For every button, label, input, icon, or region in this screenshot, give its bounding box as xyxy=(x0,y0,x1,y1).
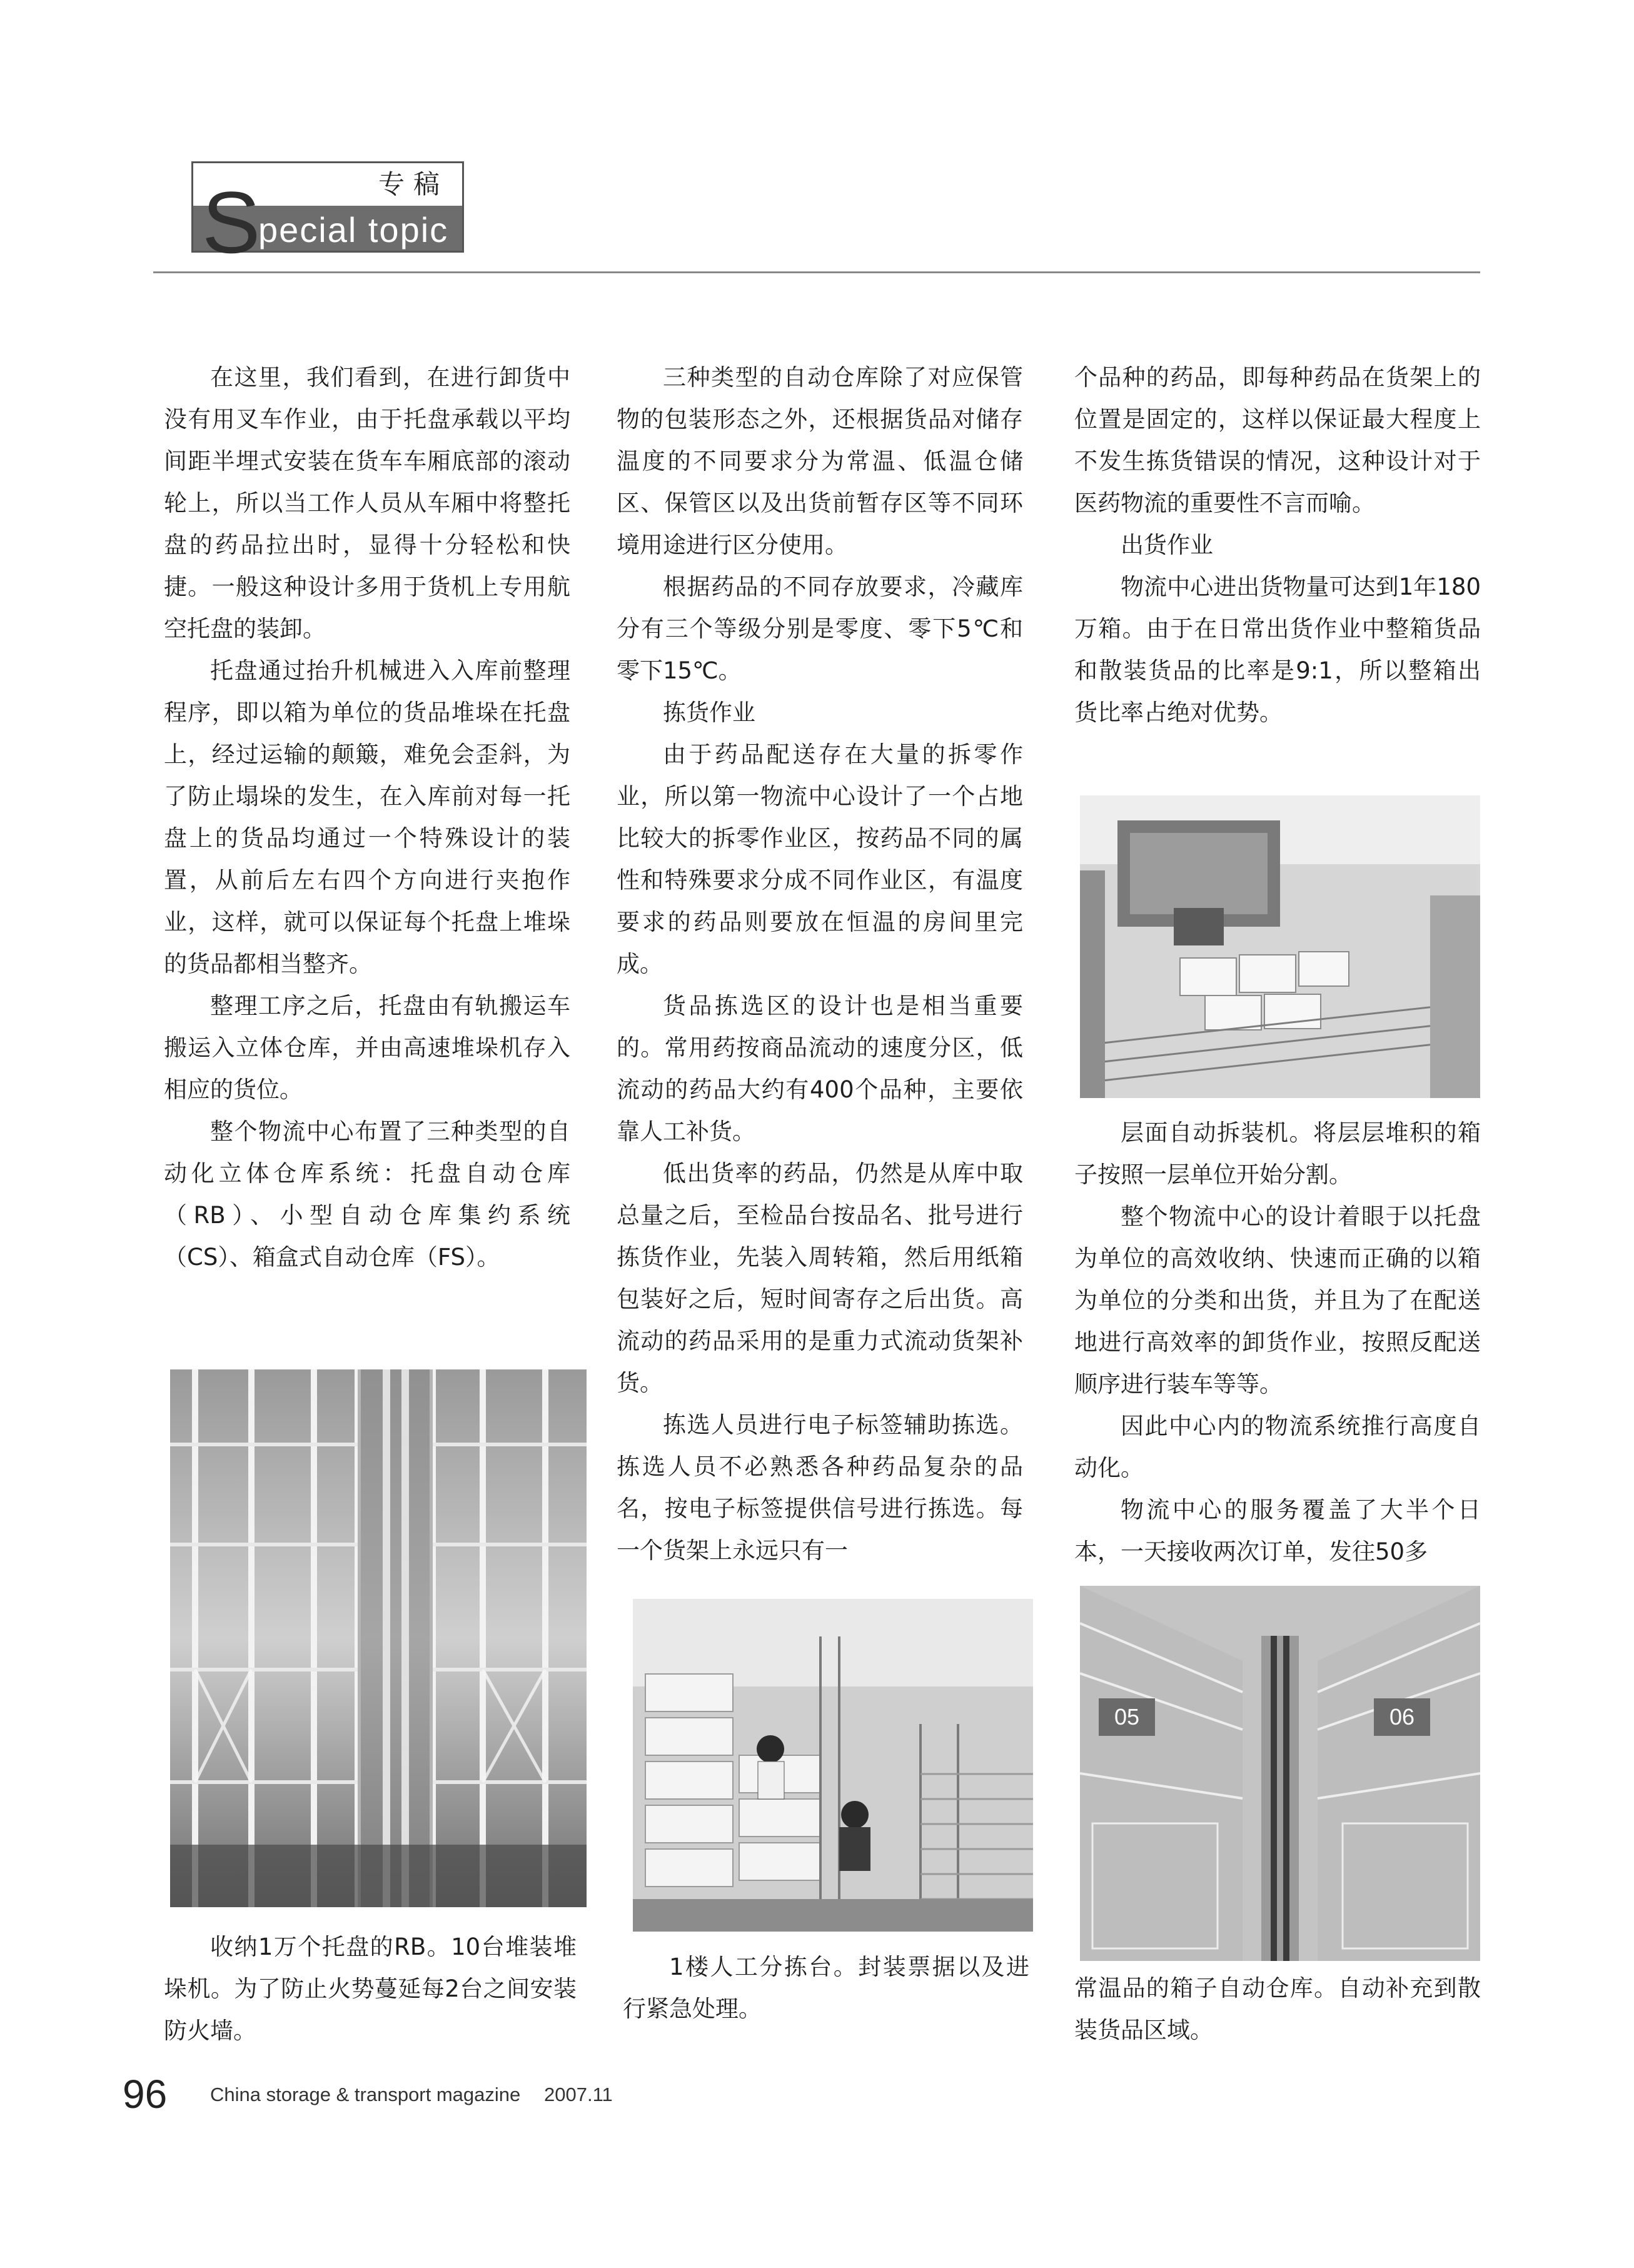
depalletizer-illustration xyxy=(1080,795,1480,1098)
photo-depalletizer xyxy=(1080,795,1480,1098)
photo-case-warehouse xyxy=(1080,1586,1480,1961)
paragraph: 因此中心内的物流系统推行高度自动化。 xyxy=(1074,1413,1481,1481)
caption-photo-4: 常温品的箱子自动仓库。自动补充到散装货品区域。 xyxy=(1074,1975,1481,2044)
text-column-3 xyxy=(1074,356,1481,733)
case-warehouse-illustration xyxy=(1080,1586,1480,1961)
paragraph: 物流中心进出货物量可达到1年180万箱。由于在日常出货作业中整箱货品和散装货品的比率是9:1，所以整箱出货比率占绝对优势。 xyxy=(1074,573,1481,726)
paragraph: 货品拣选区的设计也是相当重要的。常用药按商品流动的速度分区，低流动的药品大约有400个品种，主要依靠人工补货。 xyxy=(617,992,1023,1145)
caption-photo-1: 收纳1万个托盘的RB。10台堆装堆垛机。为了防止火势蔓延每2台之间安装防火墙。 xyxy=(164,1933,577,2044)
paragraph: 物流中心的服务覆盖了大半个日本，一天接收两次订单，发往50多 xyxy=(1074,1496,1481,1565)
subheading: 出货作业 xyxy=(1121,532,1213,558)
bay-label-right: 06 xyxy=(1389,1704,1415,1730)
paragraph: 三种类型的自动仓库除了对应保管物的包装形态之外，还根据货品对储存温度的不同要求分为常温、低温仓储区、保管区以及出货前暂存区等不同环境用途进行区分使用。 xyxy=(617,364,1023,558)
caption-photo-3: 层面自动拆装机。将层层堆积的箱子按照一层单位开始分割。 xyxy=(1074,1119,1481,1188)
paragraph: 个品种的药品，即每种药品在货架上的位置是固定的，这样以保证最大程度上不发生拣货错误的情况，这种设计对于医药物流的重要性不言而喻。 xyxy=(1074,364,1481,517)
bay-label-left: 05 xyxy=(1114,1704,1140,1730)
subheading: 拣货作业 xyxy=(663,699,755,726)
paragraph: 整个物流中心的设计着眼于以托盘为单位的高效收纳、快速而正确的以箱为单位的分类和出货，并且为了在配送地进行高效率的卸货作业，按照反配送顺序进行装车等等。 xyxy=(1074,1203,1481,1398)
paragraph: 由于药品配送存在大量的拆零作业，所以第一物流中心设计了一个占地比较大的拆零作业区，按药品不同的属性和特殊要求分成不同作业区，有温度要求的药品则要放在恒温的房间里完成。 xyxy=(617,741,1023,977)
pallet-warehouse-illustration xyxy=(170,1369,587,1907)
photo-sorting-table xyxy=(633,1599,1033,1932)
section-initial: S xyxy=(202,173,261,271)
paragraph: 托盘通过抬升机械进入入库前整理程序，即以箱为单位的货品堆垛在托盘上，经过运输的颠簸，难免会歪斜，为了防止塌垛的发生，在入库前对每一托盘上的货品均通过一个特殊设计的装置，从前后左右四个方向进行夹抱作业，这样，就可以保证每个托盘上堆垛的货品都相当整齐。 xyxy=(164,657,570,977)
section-title-cn: 专稿 xyxy=(193,163,462,206)
section-badge xyxy=(191,161,464,271)
text-column-3-continued xyxy=(1074,1112,1481,1573)
page-number: 96 xyxy=(123,2072,168,2117)
header-rule xyxy=(153,271,1480,273)
paragraph: 拣选人员进行电子标签辅助拣选。拣选人员不必熟悉各种药品复杂的品名，按电子标签提供信号进行拣选。每一个货架上永远只有一 xyxy=(617,1411,1023,1564)
caption-photo-2: 1楼人工分拣台。封装票据以及进行紧急处理。 xyxy=(623,1953,1029,2022)
paragraph: 根据药品的不同存放要求，冷藏库分有三个等级分别是零度、零下5℃和零下15℃。 xyxy=(617,573,1023,684)
issue-date: 2007.11 xyxy=(544,2084,613,2105)
paragraph: 整理工序之后，托盘由有轨搬运车搬运入立体仓库，并由高速堆垛机存入相应的货位。 xyxy=(164,992,570,1103)
text-column-2 xyxy=(617,356,1023,1571)
paragraph: 低出货率的药品，仍然是从库中取总量之后，至检品台按品名、批号进行拣货作业，先装入周转箱，然后用纸箱包装好之后，短时间寄存之后出货。高流动的药品采用的是重力式流动货架补货。 xyxy=(617,1160,1023,1396)
photo-pallet-warehouse xyxy=(170,1369,587,1907)
section-title-en-rest: pecial topic xyxy=(258,210,449,249)
magazine-name: China storage & transport magazine xyxy=(210,2084,521,2105)
paragraph: 整个物流中心布置了三种类型的自动化立体仓库系统：托盘自动仓库（RB）、小型自动仓库集约系统（CS）、箱盒式自动仓库（FS）。 xyxy=(164,1118,570,1271)
sorting-table-illustration xyxy=(633,1599,1033,1932)
paragraph: 在这里，我们看到，在进行卸货中没有用叉车作业，由于托盘承载以平均间距半埋式安装在货车车厢底部的滚动轮上，所以当工作人员从车厢中将整托盘的药品拉出时，显得十分轻松和快捷。一般这种设计多用于货机上专用航空托盘的装卸。 xyxy=(164,364,570,642)
text-column-1 xyxy=(164,356,570,1278)
